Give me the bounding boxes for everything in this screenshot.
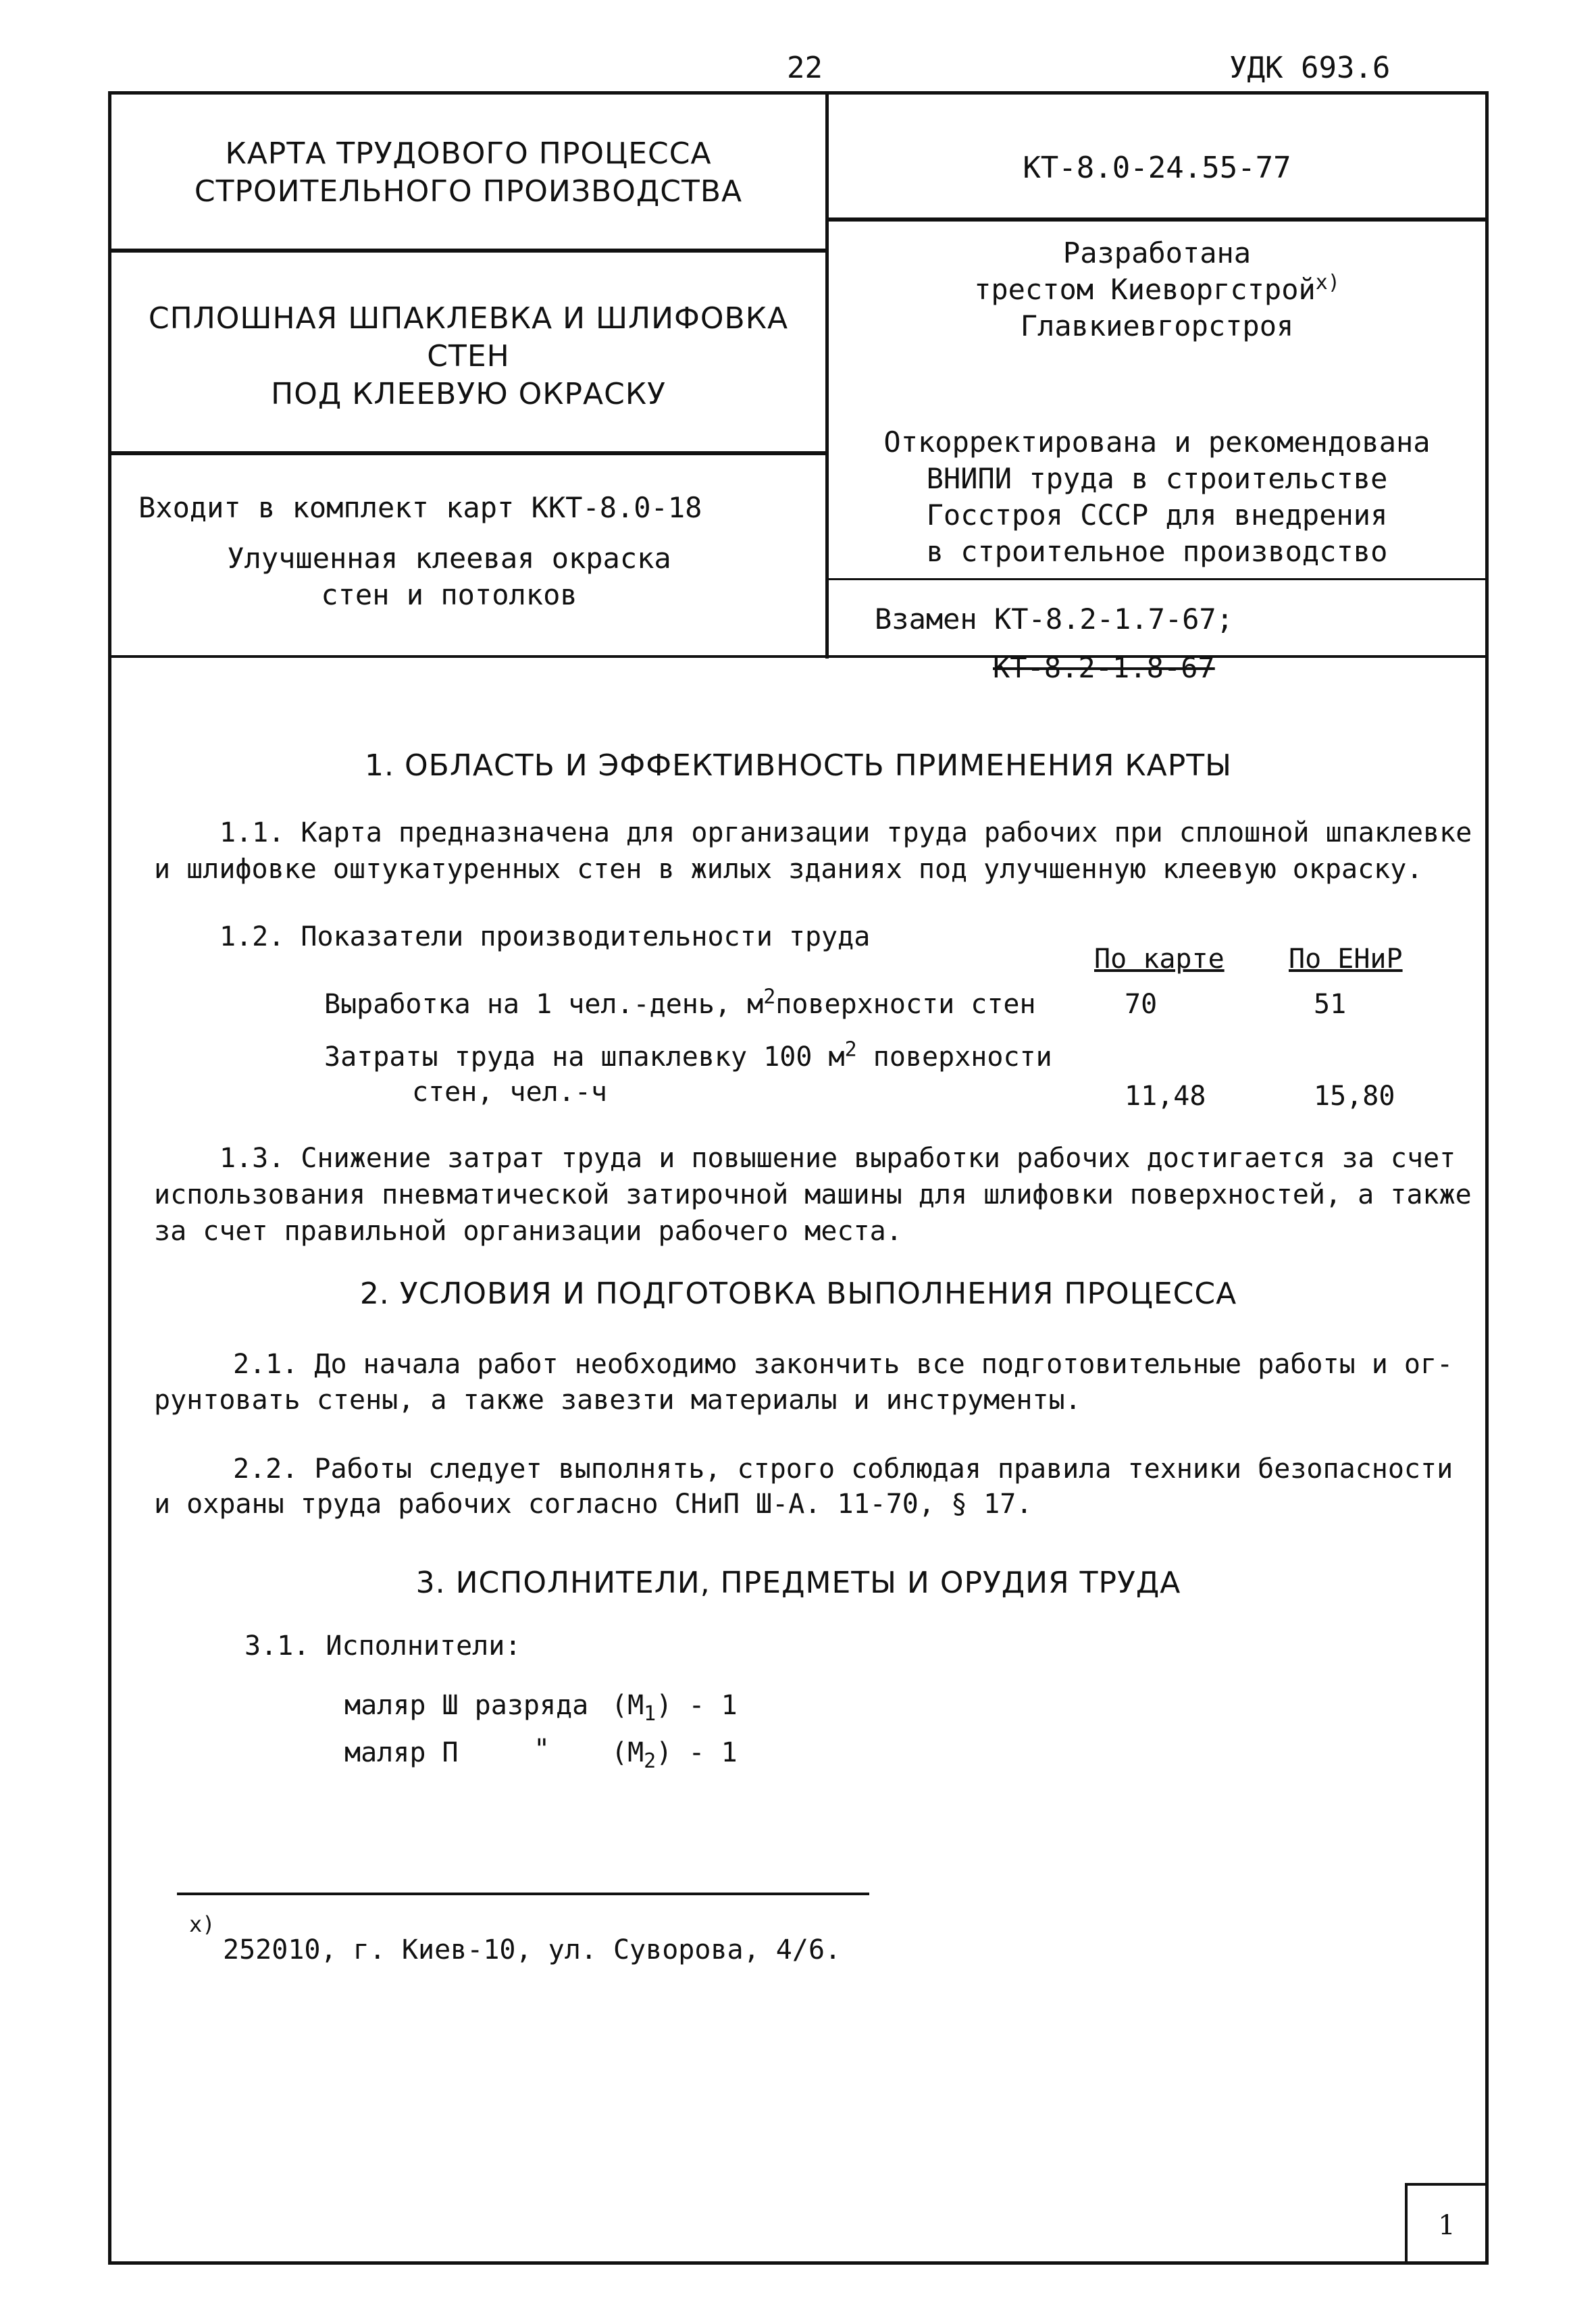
indicator-labor-enir: 15,80 bbox=[1314, 1081, 1395, 1112]
indicator-labor bbox=[324, 1037, 1052, 1074]
worker-2-label: маляр П bbox=[344, 1737, 459, 1768]
paragraph-1-1: 1.1. Карта предназначена для организации труда рабочих при сплошной шпаклевке bbox=[220, 817, 1472, 848]
paragraph-1-3: 1.3. Снижение затрат труда и повышение выработки рабочих достигается за счет bbox=[220, 1143, 1456, 1174]
worker-code-index: 2 bbox=[644, 1749, 657, 1773]
paragraph-2-2-cont: и охраны труда рабочих согласно СНиП Ш-А. 11-70, § 17. bbox=[154, 1489, 1033, 1520]
column-header-enir: По ЕНиР bbox=[1289, 944, 1403, 975]
ditto-mark: " bbox=[534, 1734, 550, 1765]
column-header-card: По карте bbox=[1094, 944, 1225, 975]
indicator-labor-card: 11,48 bbox=[1125, 1081, 1206, 1112]
developed-line: трестом Киеворгстрой bbox=[974, 273, 1316, 306]
indicator-label: Выработка на 1 чел.-день, м bbox=[324, 989, 764, 1020]
worker-1-label: маляр Ш разряда bbox=[344, 1690, 589, 1721]
card-code: КТ-8.0-24.55-77 bbox=[1023, 151, 1291, 185]
unit-exponent: 2 bbox=[844, 1037, 857, 1062]
developed-line: Разработана bbox=[1062, 236, 1252, 269]
footnote-text: 252010, г. Киев-10, ул. Суворова, 4/6. bbox=[223, 1934, 842, 1965]
header-divider bbox=[108, 451, 829, 455]
indicator-labor-cont: стен, чел.-ч bbox=[412, 1077, 607, 1108]
worker-count: ) - 1 bbox=[656, 1690, 738, 1721]
udk-code: УДК 693.6 bbox=[1229, 51, 1391, 85]
worker-count: ) - 1 bbox=[656, 1737, 738, 1768]
footnote-rule bbox=[177, 1893, 869, 1895]
paragraph-3-1: 3.1. Исполнители: bbox=[244, 1630, 521, 1662]
footnote-marker: х) bbox=[189, 1911, 215, 1937]
page-number: 22 bbox=[787, 51, 823, 85]
worker-code: (М bbox=[611, 1690, 644, 1721]
card-title-line: СТРОИТЕЛЬНОГО ПРОИЗВОДСТВА bbox=[194, 174, 743, 209]
paragraph-2-1-cont: рунтовать стены, а также завезти материалы и инструменты. bbox=[154, 1385, 1081, 1416]
corrected-line: в строительное производство bbox=[926, 535, 1388, 568]
indicator-output bbox=[324, 987, 1036, 1021]
indicator-label: Затраты труда на шпаклевку 100 м bbox=[324, 1042, 845, 1073]
header-divider bbox=[825, 578, 1489, 580]
developed-line: Главкиевгорстроя bbox=[1020, 309, 1294, 342]
worker-code: (М bbox=[611, 1737, 644, 1768]
section-1-title: 1. ОБЛАСТЬ И ЭФФЕКТИВНОСТЬ ПРИМЕНЕНИЯ КАРТЫ bbox=[365, 748, 1232, 783]
paragraph-1-3-cont: за счет правильной организации рабочего места. bbox=[154, 1216, 902, 1247]
kit-title-line: Улучшенная клеевая окраска bbox=[227, 542, 671, 575]
footnote-marker: х) bbox=[1315, 271, 1340, 294]
paragraph-2-1: 2.1. До начала работ необходимо закончить все подготовительные работы и ог- bbox=[233, 1349, 1453, 1380]
replaces: Взамен КТ-8.2-1.7-67; bbox=[875, 602, 1234, 636]
section-2-title: 2. УСЛОВИЯ И ПОДГОТОВКА ВЫПОЛНЕНИЯ ПРОЦЕССА bbox=[359, 1277, 1237, 1311]
indicator-output-enir: 51 bbox=[1314, 989, 1347, 1020]
corrected-line: ВНИПИ труда в строительстве bbox=[926, 462, 1388, 495]
worker-code-index: 1 bbox=[644, 1702, 657, 1726]
kit-reference: Входит в комплект карт ККТ-8.0-18 bbox=[138, 491, 702, 524]
unit-exponent: 2 bbox=[763, 985, 776, 1009]
paragraph-1-3-cont: использования пневматической затирочной машины для шлифовки поверхностей, а также bbox=[154, 1179, 1472, 1210]
card-title-line: КАРТА ТРУДОВОГО ПРОЦЕССА bbox=[225, 136, 712, 171]
corrected-by bbox=[829, 424, 1485, 570]
paragraph-2-2: 2.2. Работы следует выполнять, строго соблюдая правила техники безопасности bbox=[233, 1454, 1453, 1485]
corrected-line: Госстроя СССР для внедрения bbox=[926, 498, 1388, 532]
section-3-title: 3. ИСПОЛНИТЕЛИ, ПРЕДМЕТЫ И ОРУДИЯ ТРУДА bbox=[415, 1566, 1181, 1600]
header-divider bbox=[108, 655, 1489, 658]
worker-2-count bbox=[611, 1736, 738, 1773]
kit-title bbox=[111, 540, 787, 613]
indicator-label-tail: поверхности стен bbox=[775, 989, 1036, 1020]
indicator-output-card: 70 bbox=[1125, 989, 1158, 1020]
header-divider bbox=[825, 217, 1489, 222]
indicator-label-tail: поверхности bbox=[873, 1042, 1052, 1073]
sheet-number: 1 bbox=[1438, 2210, 1456, 2241]
developed-by bbox=[829, 235, 1485, 344]
card-title bbox=[111, 135, 825, 211]
paragraph-1-1-cont: и шлифовке оштукатуренных стен в жилых зданиях под улучшенную клеевую окраску. bbox=[154, 854, 1423, 885]
card-topic bbox=[111, 300, 825, 413]
worker-1-count bbox=[611, 1689, 738, 1726]
card-topic-line: ПОД КЛЕЕВУЮ ОКРАСКУ bbox=[271, 377, 666, 411]
kit-title-line: стен и потолков bbox=[321, 578, 577, 611]
paragraph-1-2: 1.2. Показатели производительности труда bbox=[220, 921, 871, 952]
header-divider bbox=[108, 249, 829, 253]
card-topic-line: СПЛОШНАЯ ШПАКЛЕВКА И ШЛИФОВКА СТЕН bbox=[148, 301, 789, 374]
corrected-line: Откорректирована и рекомендована bbox=[883, 426, 1431, 459]
replaces-struck: КТ-8.2-1.8-67 bbox=[993, 651, 1215, 684]
